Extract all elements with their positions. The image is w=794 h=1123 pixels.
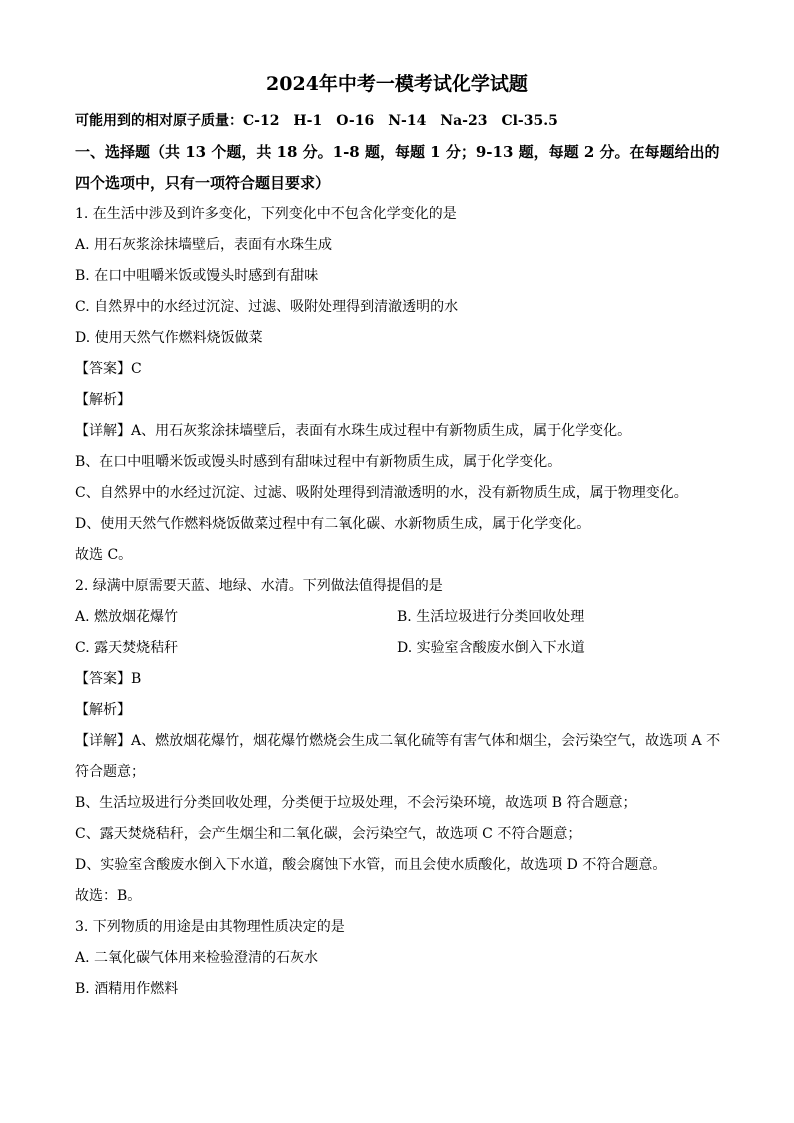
option-c: C. 露天焚烧秸秆: [75, 640, 179, 656]
option-b: B. 酒精用作燃料: [75, 981, 179, 997]
detail-line: C、露天焚烧秸秆，会产生烟尘和二氧化碳，会污染空气，故选项 C 不符合题意；: [75, 826, 582, 842]
answer-label: 【答案】B: [75, 671, 142, 687]
section-heading-line-1: 一、选择题（共 13 个题，共 18 分。1-8 题，每题 1 分；9-13 题，每题 2 分。在每题给出的: [75, 143, 720, 161]
conclusion-line: 故选：B。: [75, 888, 142, 904]
detail-line: D、使用天然气作燃料烧饭做菜过程中有二氧化碳、水新物质生成，属于化学变化。: [75, 516, 591, 532]
conclusion-line: 故选 C。: [75, 547, 133, 563]
detail-line: C、自然界中的水经过沉淀、过滤、吸附处理得到清澈透明的水，没有新物质生成，属于物理变化。: [75, 485, 688, 501]
option-a: A. 二氧化碳气体用来检验澄清的石灰水: [75, 950, 319, 966]
option-b: B. 生活垃圾进行分类回收处理: [397, 609, 585, 625]
detail-line: 符合题意；: [75, 764, 145, 780]
option-a: A. 用石灰浆涂抹墙壁后，表面有水珠生成: [75, 237, 333, 253]
option-d: D. 使用天然气作燃料烧饭做菜: [75, 330, 263, 346]
option-d: D. 实验室含酸废水倒入下水道: [397, 640, 585, 656]
question-stem: 1. 在生活中涉及到许多变化，下列变化中不包含化学变化的是: [75, 206, 457, 222]
detail-line: B、生活垃圾进行分类回收处理，分类便于垃圾处理，不会污染环境，故选项 B 符合题意；: [75, 795, 637, 811]
question-stem: 2. 绿满中原需要天蓝、地绿、水清。下列做法值得提倡的是: [75, 578, 443, 594]
detail-line: 【详解】A、用石灰浆涂抹墙壁后，表面有水珠生成过程中有新物质生成，属于化学变化。: [75, 423, 632, 439]
detail-line: B、在口中咀嚼米饭或馒头时感到有甜味过程中有新物质生成，属于化学变化。: [75, 454, 562, 470]
option-row: [75, 602, 719, 633]
detail-line: 【详解】A、燃放烟花爆竹，烟花爆竹燃烧会生成二氧化硫等有害气体和烟尘，会污染空气，故选项 A 不: [75, 733, 721, 749]
atomic-masses-line: 可能用到的相对原子质量：C-12 H-1 O-16 N-14 Na-23 Cl-35.5: [75, 113, 558, 129]
option-c: C. 自然界中的水经过沉淀、过滤、吸附处理得到清澈透明的水: [75, 299, 459, 315]
question-2: [75, 571, 719, 912]
option-row: [75, 633, 719, 664]
option-a: A. 燃放烟花爆竹: [75, 609, 179, 625]
question-3: [75, 912, 719, 1005]
option-b: B. 在口中咀嚼米饭或馒头时感到有甜味: [75, 268, 319, 284]
question-1: [75, 199, 719, 571]
analysis-label: 【解析】: [75, 702, 131, 718]
analysis-label: 【解析】: [75, 392, 131, 408]
section-heading-line-2: 四个选项中，只有一项符合题目要求）: [75, 174, 331, 192]
page-title: 2024年中考一模考试化学试题: [266, 73, 528, 95]
detail-line: D、实验室含酸废水倒入下水道，酸会腐蚀下水管，而且会使水质酸化，故选项 D 不符合题意。: [75, 857, 667, 873]
question-stem: 3. 下列物质的用途是由其物理性质决定的是: [75, 919, 345, 935]
answer-label: 【答案】C: [75, 361, 142, 377]
